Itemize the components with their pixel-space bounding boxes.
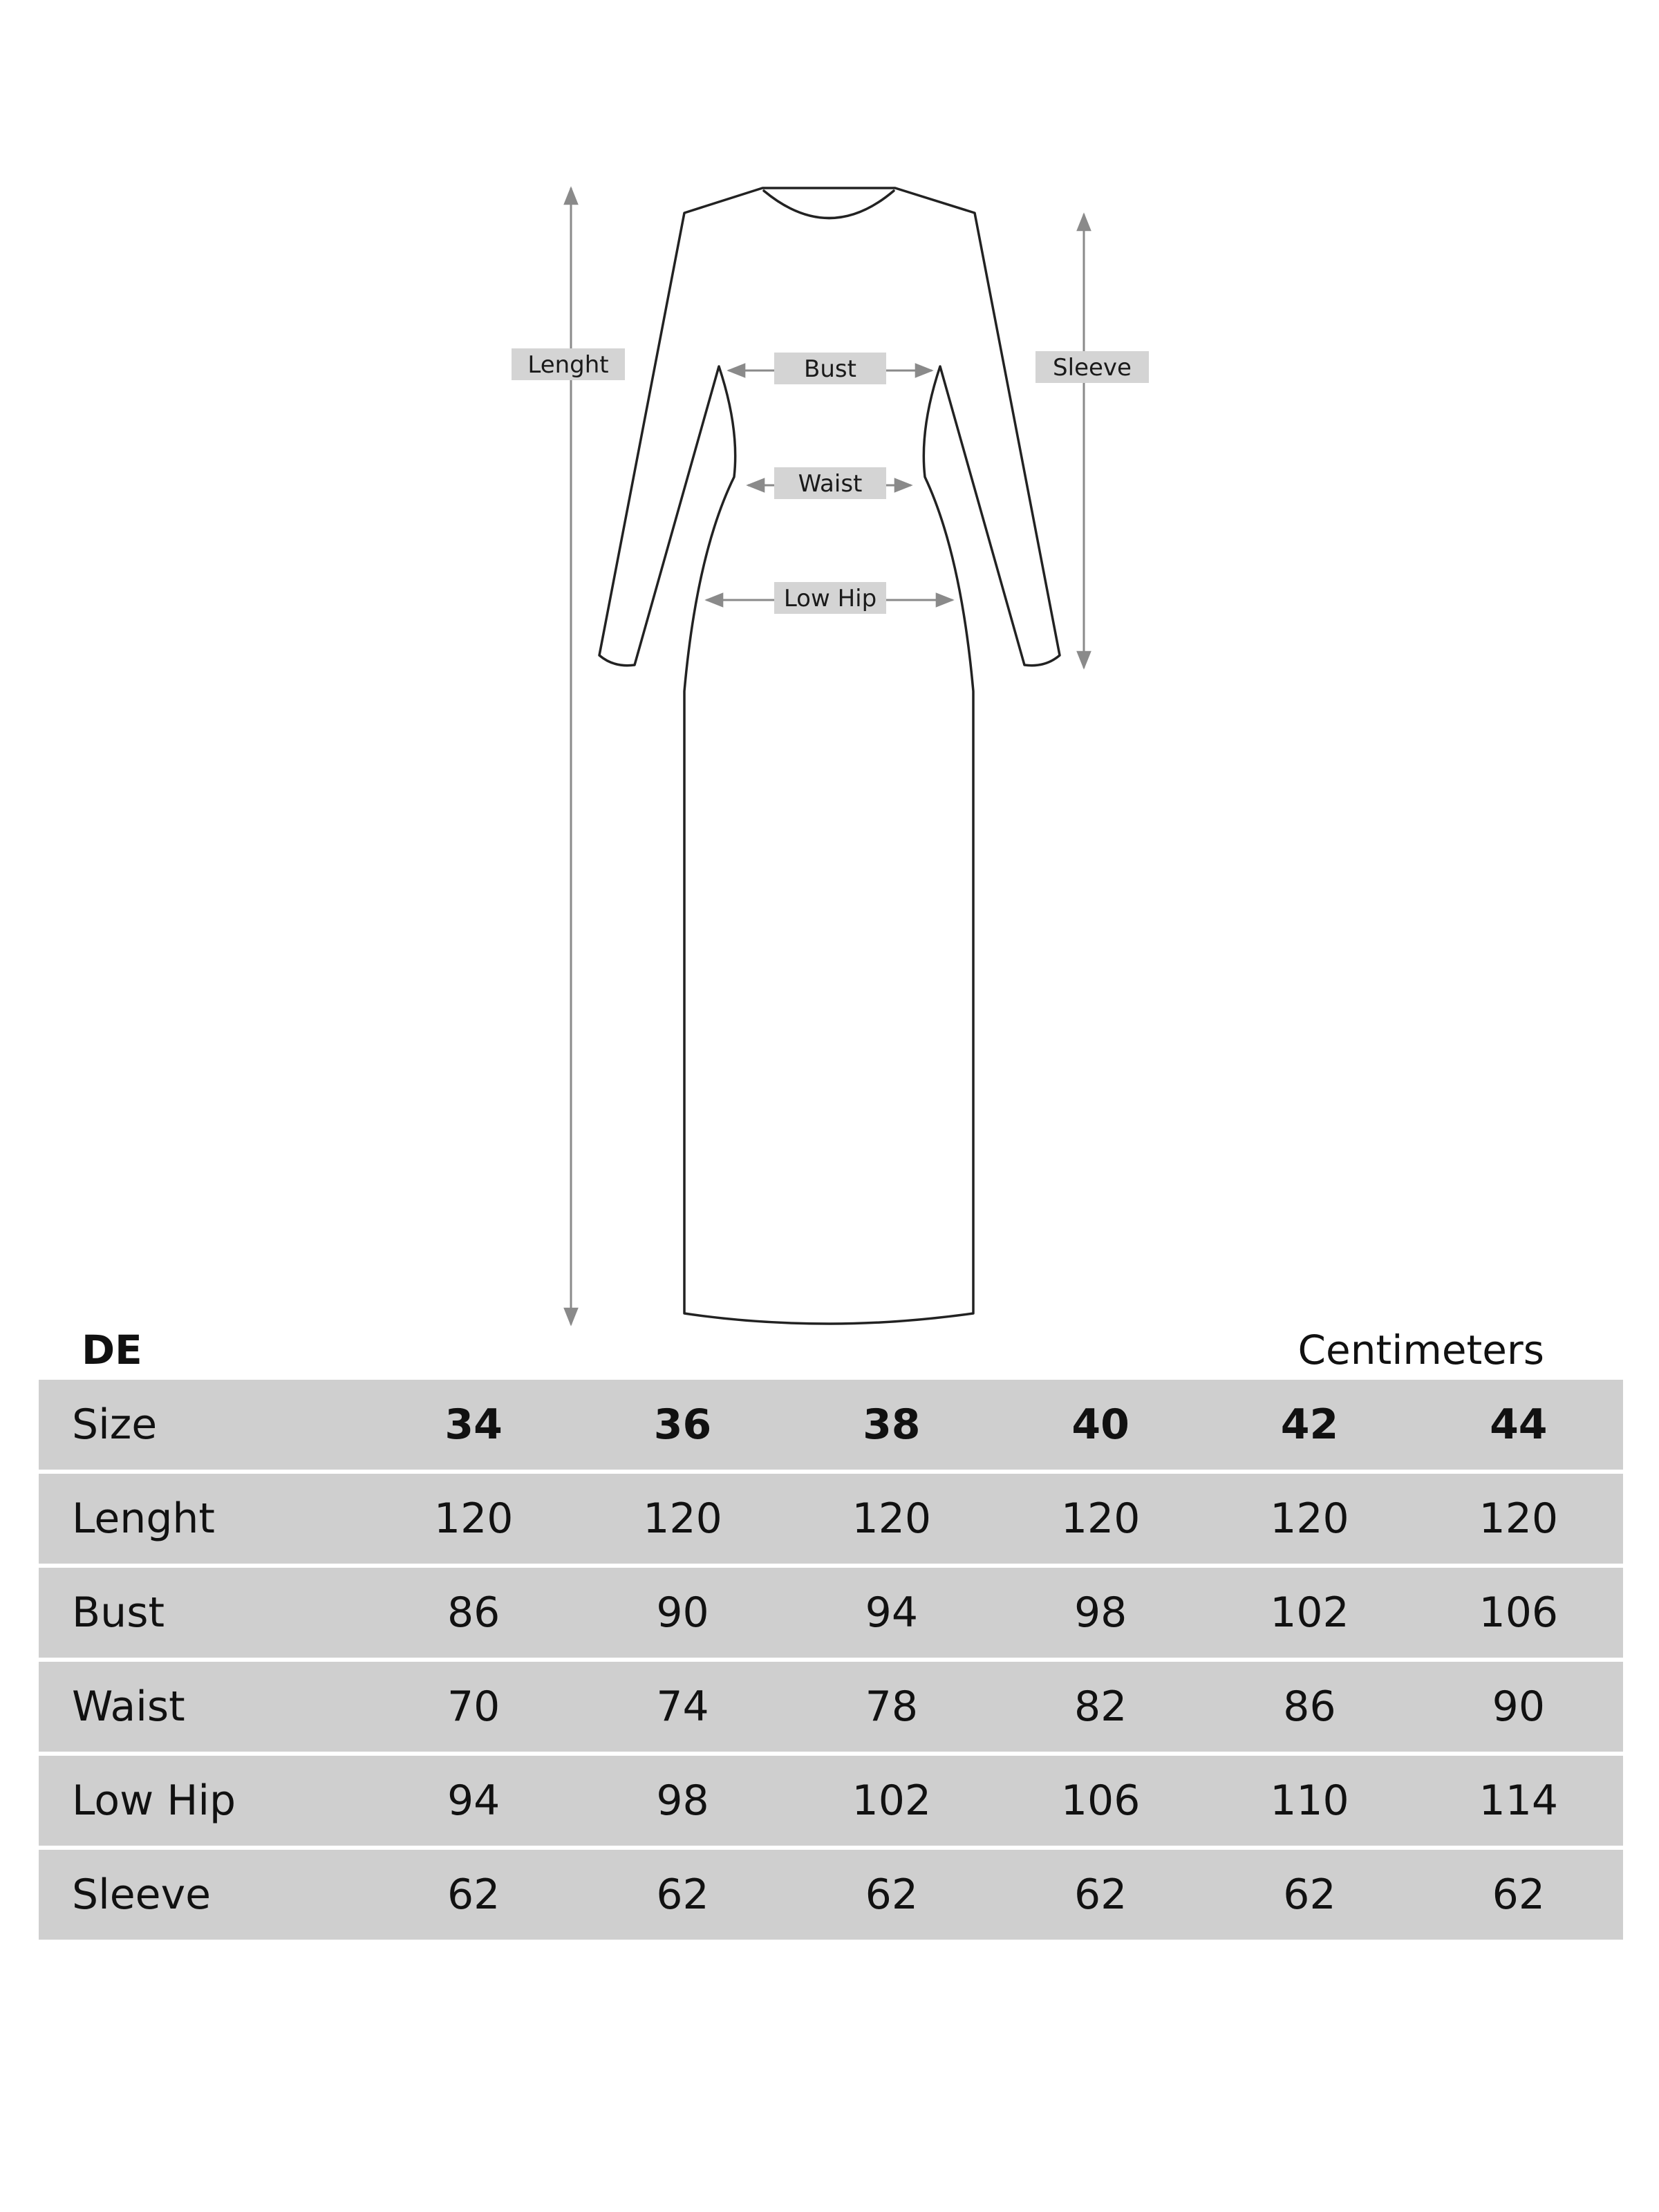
table-row xyxy=(39,1850,1623,1940)
value-cell: 62 xyxy=(996,1850,1205,1940)
row-label: Low Hip xyxy=(39,1756,369,1846)
table-row xyxy=(39,1568,1623,1658)
value-cell: 62 xyxy=(787,1850,996,1940)
region-label: DE xyxy=(82,1327,142,1374)
value-cell: 106 xyxy=(996,1756,1205,1846)
value-cell: 120 xyxy=(1205,1474,1414,1564)
bust-dimension-label xyxy=(774,353,886,384)
size-cell: 34 xyxy=(369,1380,578,1470)
length-dimension-label xyxy=(512,348,625,380)
table-row xyxy=(39,1662,1623,1752)
size-cell: 42 xyxy=(1205,1380,1414,1470)
waist-dimension-label xyxy=(774,467,886,499)
value-cell: 120 xyxy=(369,1474,578,1564)
size-cell: 44 xyxy=(1414,1380,1623,1470)
low-hip-dimension-label xyxy=(774,582,886,614)
value-cell: 120 xyxy=(787,1474,996,1564)
value-cell: 70 xyxy=(369,1662,578,1752)
value-cell: 78 xyxy=(787,1662,996,1752)
low-hip-dimension-label-text: Low Hip xyxy=(783,585,877,612)
value-cell: 98 xyxy=(578,1756,787,1846)
value-cell: 102 xyxy=(787,1756,996,1846)
row-label: Sleeve xyxy=(39,1850,369,1940)
row-label: Size xyxy=(39,1380,369,1470)
row-label: Waist xyxy=(39,1662,369,1752)
size-cell: 38 xyxy=(787,1380,996,1470)
waist-dimension-label-text: Waist xyxy=(798,470,863,498)
value-cell: 82 xyxy=(996,1662,1205,1752)
row-label: Lenght xyxy=(39,1474,369,1564)
value-cell: 62 xyxy=(578,1850,787,1940)
value-cell: 106 xyxy=(1414,1568,1623,1658)
bust-dimension-label-text: Bust xyxy=(804,355,856,383)
value-cell: 90 xyxy=(1414,1662,1623,1752)
value-cell: 110 xyxy=(1205,1756,1414,1846)
value-cell: 94 xyxy=(787,1568,996,1658)
table-row xyxy=(39,1756,1623,1846)
unit-label: Centimeters xyxy=(1297,1327,1544,1374)
value-cell: 94 xyxy=(369,1756,578,1846)
value-cell: 86 xyxy=(1205,1662,1414,1752)
size-cell: 40 xyxy=(996,1380,1205,1470)
value-cell: 86 xyxy=(369,1568,578,1658)
size-header-row xyxy=(39,1380,1623,1470)
row-label: Bust xyxy=(39,1568,369,1658)
value-cell: 98 xyxy=(996,1568,1205,1658)
value-cell: 102 xyxy=(1205,1568,1414,1658)
size-cell: 36 xyxy=(578,1380,787,1470)
size-table xyxy=(39,1376,1623,1944)
value-cell: 90 xyxy=(578,1568,787,1658)
value-cell: 62 xyxy=(369,1850,578,1940)
sleeve-dimension-label xyxy=(1035,351,1149,383)
value-cell: 114 xyxy=(1414,1756,1623,1846)
sleeve-dimension-label-text: Sleeve xyxy=(1053,354,1132,382)
value-cell: 62 xyxy=(1414,1850,1623,1940)
value-cell: 62 xyxy=(1205,1850,1414,1940)
value-cell: 120 xyxy=(996,1474,1205,1564)
value-cell: 74 xyxy=(578,1662,787,1752)
value-cell: 120 xyxy=(1414,1474,1623,1564)
value-cell: 120 xyxy=(578,1474,787,1564)
length-dimension-label-text: Lenght xyxy=(527,351,609,379)
table-row xyxy=(39,1474,1623,1564)
